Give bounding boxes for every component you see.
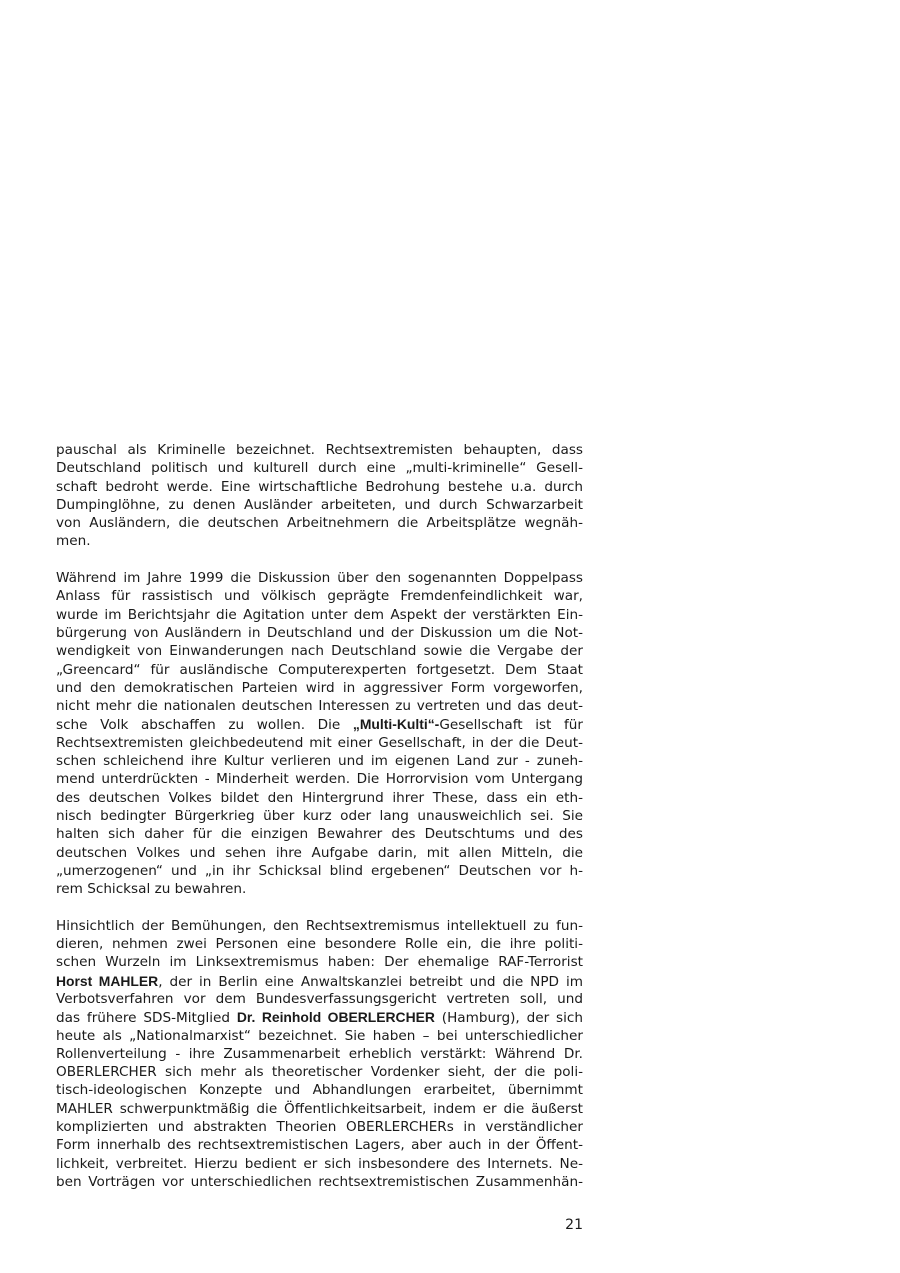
text-line <box>56 972 583 990</box>
text-line <box>56 679 583 697</box>
text-line <box>56 1118 583 1136</box>
text-line <box>56 1136 583 1154</box>
text-line <box>56 880 583 898</box>
text-run: pauschal als Kriminelle bezeichnet. Rechtsextremisten behaupten, dass <box>56 442 583 458</box>
text-line <box>56 1173 583 1191</box>
text-line <box>56 587 583 605</box>
text-run: Hinsichtlich der Bemühungen, den Rechtsextremismus intellektuell zu fun- <box>56 917 583 934</box>
paragraph <box>56 569 583 898</box>
text-line <box>56 935 583 953</box>
text-run: sche Volk abschaffen zu wollen. Die <box>56 717 353 734</box>
text-run: lichkeit, verbreitet. Hierzu bedient er sich insbesondere des Internets. Ne- <box>56 1155 583 1172</box>
text-line <box>56 953 583 971</box>
bold-text: Horst MAHLER <box>56 972 159 989</box>
text-run: OBERLERCHER sich mehr als theoretischer Vordenker sieht, der die poli- <box>56 1064 583 1081</box>
text-run: Dumpinglöhne, zu denen Ausländer arbeiteten, und durch Schwarzarbeit <box>56 496 583 513</box>
paragraph-gap <box>56 898 583 916</box>
text-run: nicht mehr die nationalen deutschen Interessen zu vertreten und das deut- <box>56 698 583 715</box>
text-run: von Ausländern, die deutschen Arbeitnehmern die Arbeitsplätze wegnäh- <box>56 515 583 532</box>
text-line <box>56 844 583 862</box>
text-line <box>56 1100 583 1118</box>
text-run: mend unterdrückten - Minderheit werden. Die Horrorvision vom Untergang <box>56 771 583 788</box>
text-run: (Hamburg), der sich <box>434 1010 583 1027</box>
text-line <box>56 862 583 880</box>
text-run: wendigkeit von Einwanderungen nach Deutschland sowie die Vergabe der <box>56 643 583 660</box>
text-run: Form innerhalb des rechtsextremistischen Lagers, aber auch in der Öffent- <box>56 1137 583 1154</box>
text-run: des deutschen Volkes bildet den Hintergrund ihrer These, dass ein eth- <box>56 789 583 806</box>
text-run: schen schleichend ihre Kultur verlieren und im eigenen Land zur - zuneh- <box>56 753 583 770</box>
text-run: Rechtsextremisten gleichbedeutend mit einer Gesellschaft, in der die Deut- <box>56 734 583 751</box>
paragraph <box>56 917 583 1191</box>
text-line <box>56 715 583 733</box>
text-line <box>56 606 583 624</box>
text-run: und den demokratischen Parteien wird in aggressiver Form vorgeworfen, <box>56 679 583 696</box>
body-text <box>56 441 583 1191</box>
text-run: nisch bedingter Bürgerkrieg über kurz oder lang unausweichlich sei. Sie <box>56 807 583 824</box>
paragraph <box>56 441 583 551</box>
text-run: Gesellschaft ist für <box>439 717 583 734</box>
text-run: men. <box>56 533 91 550</box>
text-line <box>56 1063 583 1081</box>
text-line <box>56 661 583 679</box>
text-run: , der in Berlin eine Anwaltskanzlei betreibt und die NPD im <box>158 973 583 990</box>
text-line <box>56 1045 583 1063</box>
text-run: halten sich daher für die einzigen Bewahrer des Deutschtums und des <box>56 826 583 843</box>
text-line <box>56 514 583 532</box>
text-run: wurde im Berichtsjahr die Agitation unter dem Aspekt der verstärkten Ein- <box>56 606 583 623</box>
text-run: dieren, nehmen zwei Personen eine besondere Rolle ein, die ihre politi- <box>56 936 583 953</box>
text-line <box>56 825 583 843</box>
text-line <box>56 1027 583 1045</box>
text-line <box>56 496 583 514</box>
text-run: „umerzogenen“ und „in ihr Schicksal blind ergebenen“ Deutschen vor h- <box>56 862 583 879</box>
text-line <box>56 917 583 935</box>
text-line <box>56 752 583 770</box>
text-run: schaft bedroht werde. Eine wirtschaftliche Bedrohung bestehe u.a. durch <box>56 478 583 495</box>
text-line <box>56 697 583 715</box>
bold-text: „Multi-Kulti“- <box>352 716 440 733</box>
text-run: MAHLER schwerpunktmäßig die Öffentlichkeitsarbeit, indem er die äußerst <box>56 1100 583 1117</box>
text-line <box>56 789 583 807</box>
text-line <box>56 441 583 459</box>
text-line <box>56 770 583 788</box>
text-line <box>56 642 583 660</box>
text-run: schen Wurzeln im Linksextremismus haben: Der ehemalige RAF-Terrorist <box>56 954 583 971</box>
text-run: Während im Jahre 1999 die Diskussion über den sogenannten Doppelpass <box>56 570 583 587</box>
text-line <box>56 1155 583 1173</box>
text-run: das frühere SDS-Mitglied <box>56 1010 237 1027</box>
text-line <box>56 459 583 477</box>
text-line <box>56 532 583 550</box>
text-run: bürgerung von Ausländern in Deutschland und der Diskussion um die Not- <box>56 624 583 641</box>
text-run: Verbotsverfahren vor dem Bundesverfassungsgericht vertreten soll, und <box>56 990 583 1007</box>
text-run: heute als „Nationalmarxist“ bezeichnet. Sie haben – bei unterschiedlicher <box>56 1027 583 1044</box>
text-run: Deutschland politisch und kulturell durch eine „multi-kriminelle“ Gesell- <box>56 460 583 477</box>
text-line <box>56 807 583 825</box>
text-run: tisch-ideologischen Konzepte und Abhandlungen erarbeitet, übernimmt <box>56 1082 583 1099</box>
text-line <box>56 1081 583 1099</box>
text-run: Anlass für rassistisch und völkisch geprägte Fremdenfeindlichkeit war, <box>56 588 583 605</box>
text-line <box>56 624 583 642</box>
text-run: „Greencard“ für ausländische Computerexperten fortgesetzt. Dem Staat <box>56 661 583 678</box>
text-line <box>56 569 583 587</box>
text-run: Rollenverteilung - ihre Zusammenarbeit erheblich verstärkt: Während Dr. <box>56 1045 583 1062</box>
text-line <box>56 1008 583 1026</box>
text-line <box>56 734 583 752</box>
text-run: ben Vorträgen vor unterschiedlichen rechtsextremistischen Zusammenhän- <box>56 1173 583 1190</box>
page-number: 21 <box>565 1217 583 1233</box>
text-run: deutschen Volkes und sehen ihre Aufgabe darin, mit allen Mitteln, die <box>56 844 583 861</box>
bold-text: Dr. Reinhold OBERLERCHER <box>236 1009 435 1026</box>
text-line <box>56 478 583 496</box>
text-line <box>56 990 583 1008</box>
text-run: komplizierten und abstrakten Theorien OBERLERCHERs in verständlicher <box>56 1118 583 1135</box>
paragraph-gap <box>56 551 583 569</box>
text-run: rem Schicksal zu bewahren. <box>56 881 247 898</box>
